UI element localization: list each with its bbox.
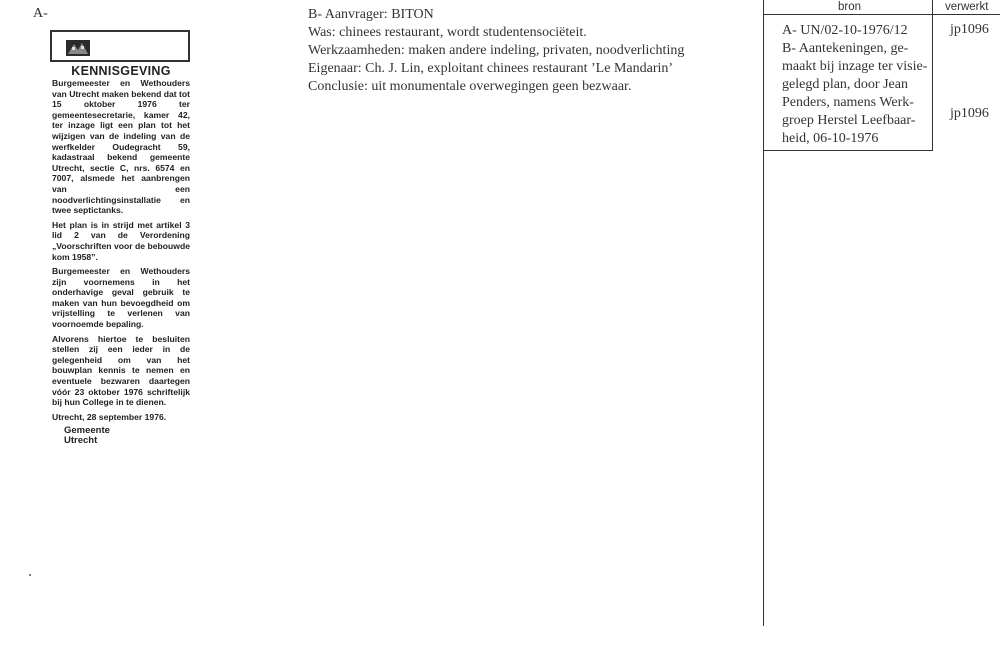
clipping-signature — [64, 426, 190, 446]
table-row-rule — [763, 150, 933, 151]
clipping-paragraph: Burgemeester en Wethouders van Utrecht maken bekend dat tot 15 oktober 1976 ter gemeentesecretarie, kamer 42, ter inzage ligt een plan tot het wijzigen van de indeling van de werfkelder Oudegracht 59, kadastraal bekend gemeente Utrecht, sectie C, nrs. 6574 en 7007, alsmede het aanbrengen van een noodverlichtingsinstallatie en twee septictanks. — [52, 78, 191, 216]
bron-cell — [782, 22, 932, 148]
newspaper-clipping — [52, 30, 190, 446]
section-a-label: A- — [33, 6, 48, 21]
signature-line: Utrecht — [64, 435, 98, 447]
bron-line: groep Herstel Leefbaar- — [782, 113, 916, 128]
record-details — [308, 6, 684, 96]
signature-line: Gemeente — [64, 425, 110, 437]
clipping-banner — [50, 30, 190, 62]
verwerkt-cell: jp1096 — [950, 106, 989, 121]
clipping-title: KENNISGEVING — [71, 64, 171, 78]
clipping-paragraph: Burgemeester en Wethouders zijn voornemens in het onderhavige geval gebruik te maken van hun bevoegdheid om vrijstelling te verlenen van voornoemde bepaling. — [52, 266, 190, 330]
bron-line: Penders, namens Werk- — [782, 95, 914, 110]
owner-line: Eigenaar: Ch. J. Lin, exploitant chinees restaurant ’Le Mandarin’ — [308, 61, 674, 76]
table-left-border — [763, 0, 764, 626]
clipping-paragraph: Alvorens hiertoe te besluiten stellen zij een ieder in de gelegenheid om van het bouwplan kennis te nemen en eventuele bezwaren daartegen vóór 23 oktober 1976 schriftelijk bij hun College in te dienen. — [52, 333, 190, 408]
works-line: Werkzaamheden: maken andere indeling, privaten, noodverlichting — [308, 43, 685, 58]
city-emblem-icon — [64, 38, 92, 58]
clipping-paragraph: Het plan is in strijd met artikel 3 lid 2 van de Verordening „Voorschriften voor de bebouwde kom 1958”. — [52, 219, 190, 262]
bron-line: gelegd plan, door Jean — [782, 77, 908, 92]
bron-line: B- Aantekeningen, ge- — [782, 41, 909, 56]
conclusion-line: Conclusie: uit monumentale overwegingen geen bezwaar. — [308, 79, 632, 94]
verwerkt-cell: jp1096 — [950, 22, 989, 37]
table-column-divider — [932, 0, 933, 150]
header-verwerkt: verwerkt — [945, 1, 989, 13]
bron-line: A- UN/02-10-1976/12 — [782, 23, 908, 38]
applicant-line: B- Aanvrager: BITON — [308, 7, 434, 22]
bron-line: heid, 06-10-1976 — [782, 131, 879, 146]
header-bron: bron — [838, 1, 862, 13]
table-header-rule — [763, 14, 1000, 15]
clipping-date: Utrecht, 28 september 1976. — [52, 411, 167, 422]
scan-speck — [29, 574, 31, 576]
was-line: Was: chinees restaurant, wordt studentensociëteit. — [308, 25, 587, 40]
bron-line: maakt bij inzage ter visie- — [782, 59, 928, 74]
